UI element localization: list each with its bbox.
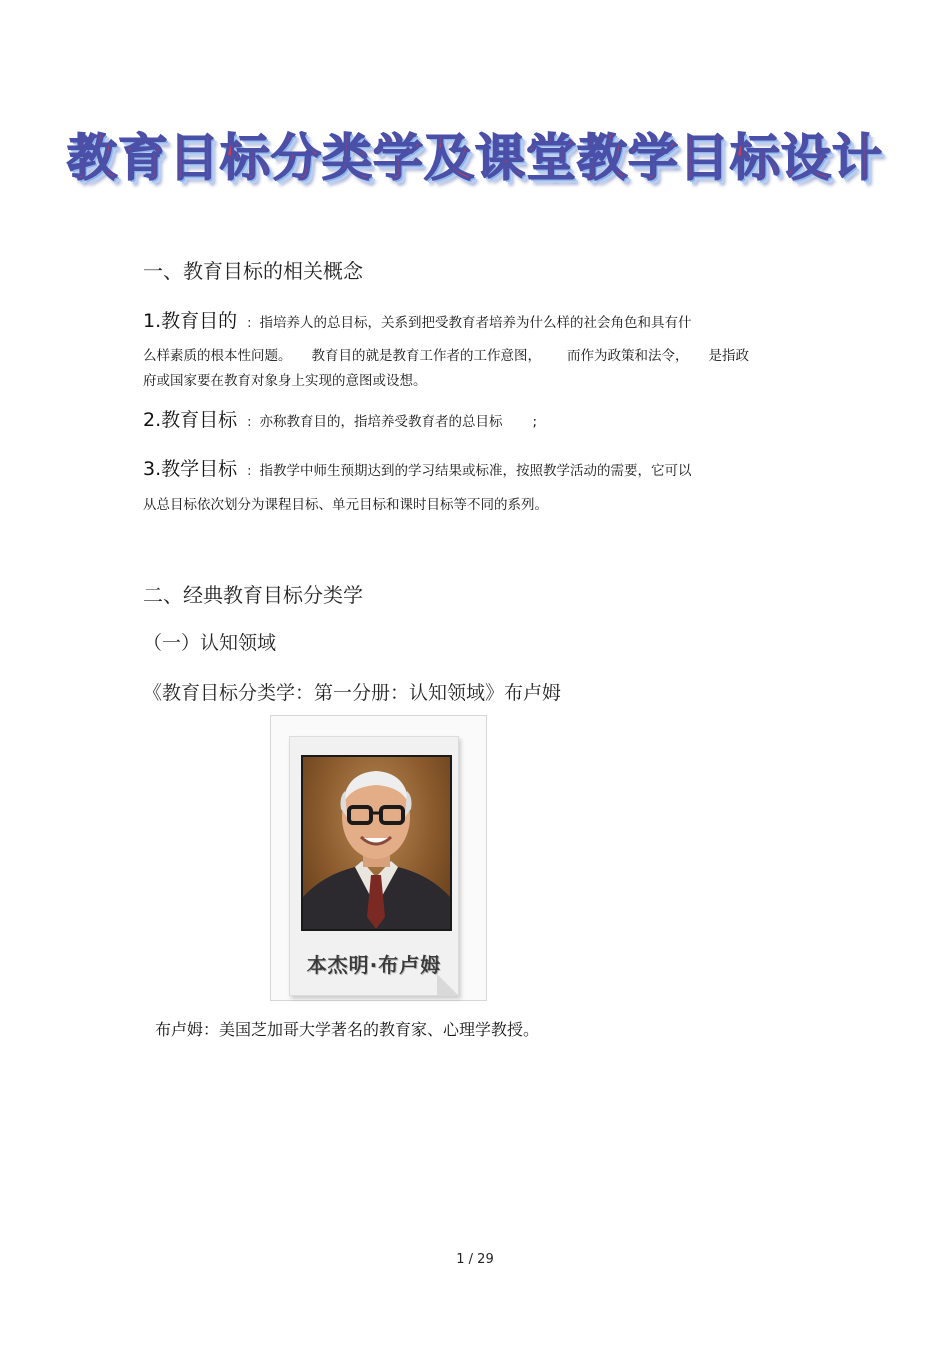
definition-item-3 (143, 454, 692, 481)
term-label: 2.教育目标 (143, 409, 238, 431)
photo-frame (270, 715, 487, 1001)
definition-tail: ; (532, 414, 538, 430)
definition-line: 府或国家要在教育对象身上实现的意图或设想。 (143, 373, 427, 389)
photo-note: 布卢姆：美国芝加哥大学著名的教育家、心理学教授。 (155, 1020, 540, 1039)
term-colon: : (247, 464, 252, 479)
document-title: 教育目标分类学及课堂教学目标设计 (67, 129, 883, 187)
portrait-image (301, 755, 452, 931)
section-heading-1: 一、教育目标的相关概念 (143, 259, 363, 283)
term-label: 1.教育目的 (143, 310, 238, 332)
sub-heading: （一）认知领域 (143, 632, 277, 654)
definition-text: 指培养人的总目标，关系到把受教育者培养为什么样的社会角色和具有什 (259, 315, 692, 331)
term-label: 3.教学目标 (143, 458, 238, 480)
photo-card (289, 736, 459, 996)
text-run: 教育目的就是教育工作者的工作意图， (311, 348, 541, 364)
definition-item-1 (143, 306, 692, 333)
term-colon: : (247, 316, 252, 331)
page-curl (437, 974, 459, 996)
definition-line (143, 344, 749, 364)
text-run: 么样素质的根本性问题。 (143, 348, 292, 364)
definition-line: 从总目标依次划分为课程目标、单元目标和课时目标等不同的系列。 (143, 497, 548, 513)
text-run: 而作为政策和法令， (567, 348, 689, 364)
photo-caption: 本杰明·布卢姆 (306, 953, 442, 977)
book-reference: 《教育目标分类学：第一分册：认知领域》布卢姆 (143, 682, 562, 704)
term-colon: : (247, 415, 252, 430)
text-run: 是指政 (708, 348, 749, 364)
page-number: 1 / 29 (456, 1252, 494, 1267)
section-heading-2: 二、经典教育目标分类学 (143, 583, 363, 607)
definition-text: 亦称教育目的，指培养受教育者的总目标 (259, 414, 503, 430)
definition-item-2 (143, 405, 537, 432)
definition-text: 指教学中师生预期达到的学习结果或标准，按照教学活动的需要，它可以 (259, 463, 692, 479)
portrait-illustration (303, 757, 450, 929)
